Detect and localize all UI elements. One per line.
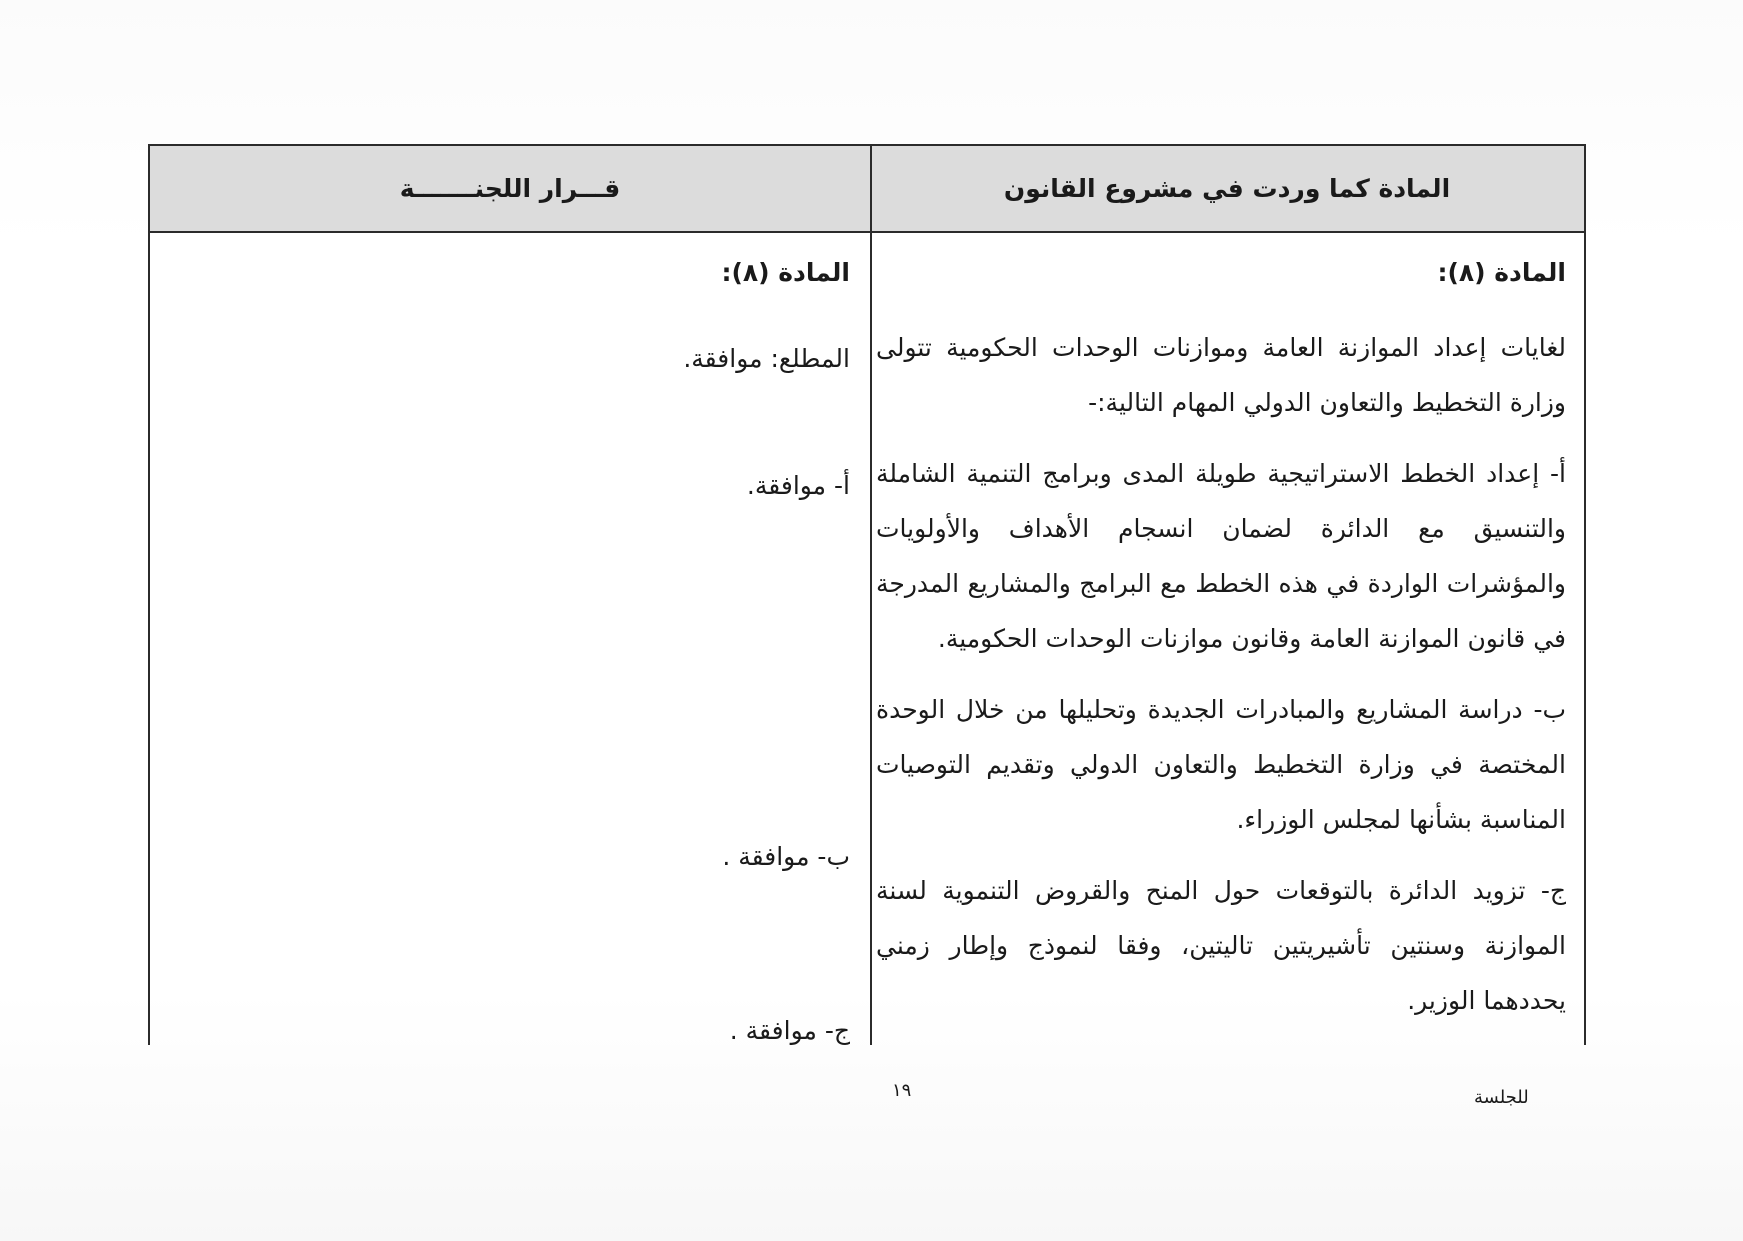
comparison-table xyxy=(148,144,1586,1045)
draft-article-item-a: أ- إعداد الخطط الاستراتيجية طويلة المدى وبرامج التنمية الشاملة والتنسيق مع الدائرة لضمان انسجام الأهداف والأولويات والمؤشرات الواردة في هذه الخطط مع البرامج والمشاريع المدرجة في قانون الموازنة العامة وقانون موازنات الوحدات الحكومية. xyxy=(876,459,1566,653)
draft-article-column xyxy=(868,233,1584,1044)
page-number: ١٩ xyxy=(892,1080,912,1101)
footer-label: للجلسة xyxy=(1474,1087,1529,1108)
decision-item-a: أ- موافقة. xyxy=(746,471,850,500)
decision-item-c: ج- موافقة . xyxy=(729,1016,850,1045)
decision-intro: المطلع: موافقة. xyxy=(683,344,850,373)
header-committee-decision: قـــرار اللجنـــــــة xyxy=(399,174,621,203)
draft-article-item-c: ج- تزويد الدائرة بالتوقعات حول المنح والقروض التنموية لسنة الموازنة وسنتين تأشيريتين تاليتين، وفقا لنموذج وإطار زمني يحددهما الوزير. xyxy=(876,876,1566,1015)
draft-article-intro: لغايات إعداد الموازنة العامة وموازنات الوحدات الحكومية تتولى وزارة التخطيط والتعاون الدولي المهام التالية:- xyxy=(876,333,1566,417)
decision-item-b: ب- موافقة . xyxy=(722,842,850,871)
decision-article-title: المادة (٨): xyxy=(721,258,850,287)
draft-article-item-b: ب- دراسة المشاريع والمبادرات الجديدة وتحليلها من خلال الوحدة المختصة في وزارة التخطيط والتعاون الدولي وتقديم التوصيات المناسبة بشأنها لمجلس الوزراء. xyxy=(876,695,1566,834)
draft-article-title: المادة (٨): xyxy=(1437,258,1566,287)
table-header-row xyxy=(150,146,1584,233)
header-draft-article: المادة كما وردت في مشروع القانون xyxy=(1003,174,1451,203)
